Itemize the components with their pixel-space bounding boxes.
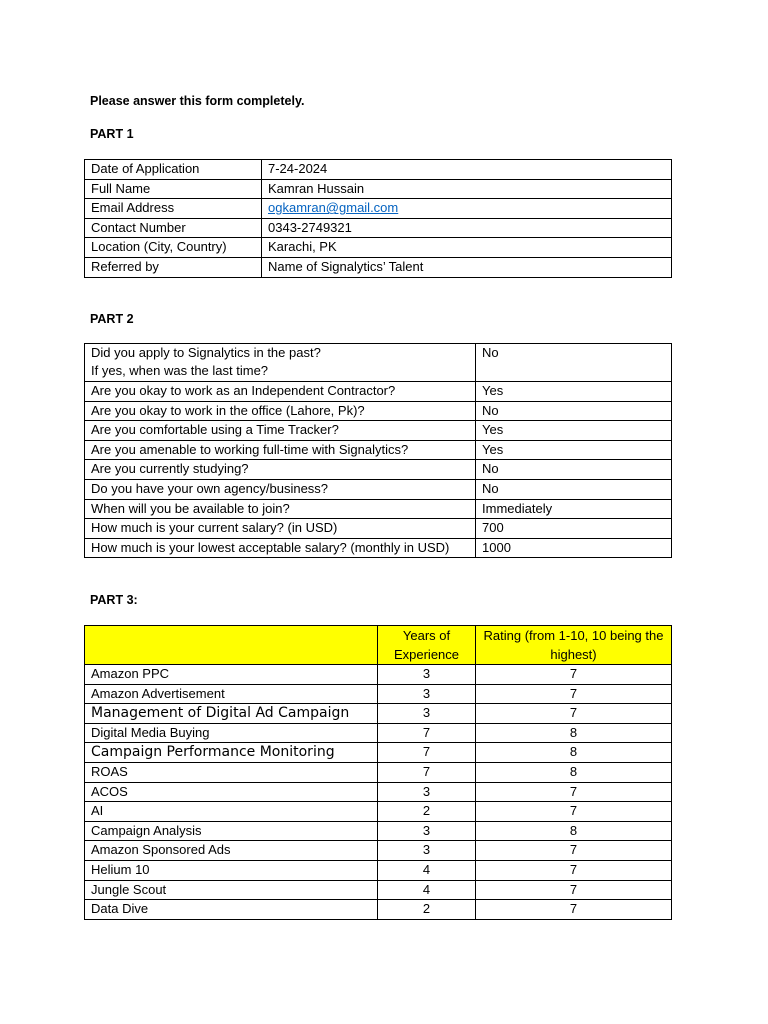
field-value: 0343-2749321 [262, 218, 672, 238]
answer-cell: Yes [476, 382, 672, 402]
skill-cell: Amazon PPC [85, 665, 378, 685]
rating-cell: 8 [476, 821, 672, 841]
answer-cell: 1000 [476, 538, 672, 558]
table-header-row [85, 626, 672, 665]
table-row [85, 802, 672, 822]
field-label: Contact Number [85, 218, 262, 238]
part1-table [84, 159, 672, 278]
skill-cell: Digital Media Buying [85, 723, 378, 743]
table-row [85, 460, 672, 480]
email-link[interactable]: ogkamran@gmail.com [268, 200, 399, 216]
field-value: Kamran Hussain [262, 179, 672, 199]
rating-cell: 8 [476, 723, 672, 743]
rating-header-cell: Rating (from 1-10, 10 being the highest) [476, 626, 672, 665]
table-row [85, 684, 672, 704]
question-cell: Are you comfortable using a Time Tracker? [85, 421, 476, 441]
skill-cell: AI [85, 802, 378, 822]
table-row [85, 479, 672, 499]
answer-cell: No [476, 479, 672, 499]
years-cell: 7 [378, 723, 476, 743]
years-cell: 7 [378, 743, 476, 763]
skill-cell: ACOS [85, 782, 378, 802]
question-line: If yes, when was the last time? [91, 363, 269, 378]
table-row [85, 821, 672, 841]
years-cell: 4 [378, 880, 476, 900]
skill-header-cell [85, 626, 378, 665]
table-row [85, 218, 672, 238]
rating-cell: 7 [476, 802, 672, 822]
years-cell: 3 [378, 665, 476, 685]
skill-cell: ROAS [85, 762, 378, 782]
rating-cell: 7 [476, 841, 672, 861]
table-row [85, 179, 672, 199]
table-row [85, 499, 672, 519]
question-cell: When will you be available to join? [85, 499, 476, 519]
part3-table [84, 625, 672, 920]
table-row [85, 199, 672, 219]
rating-cell: 8 [476, 743, 672, 763]
answer-cell: Immediately [476, 499, 672, 519]
table-row [85, 762, 672, 782]
answer-cell: Yes [476, 421, 672, 441]
answer-cell: No [476, 344, 672, 382]
field-value: Name of Signalytics’ Talent [262, 257, 672, 277]
table-row [85, 880, 672, 900]
table-row [85, 860, 672, 880]
question-cell [85, 344, 476, 382]
table-row [85, 257, 672, 277]
table-row [85, 238, 672, 258]
skill-cell: Campaign Performance Monitoring [85, 743, 378, 763]
years-cell: 3 [378, 782, 476, 802]
years-cell: 7 [378, 762, 476, 782]
question-cell: Are you okay to work as an Independent Contractor? [85, 382, 476, 402]
field-label: Referred by [85, 257, 262, 277]
form-instruction: Please answer this form completely. [90, 94, 305, 108]
skill-cell: Data Dive [85, 900, 378, 920]
table-row [85, 440, 672, 460]
table-row [85, 704, 672, 724]
years-cell: 3 [378, 841, 476, 861]
table-row [85, 344, 672, 382]
field-label: Date of Application [85, 160, 262, 180]
table-row [85, 401, 672, 421]
rating-cell: 7 [476, 860, 672, 880]
rating-cell: 7 [476, 704, 672, 724]
years-cell: 3 [378, 704, 476, 724]
table-row [85, 841, 672, 861]
table-row [85, 519, 672, 539]
field-value [262, 199, 672, 219]
question-line: Did you apply to Signalytics in the past? [91, 345, 321, 360]
part2-table [84, 343, 672, 558]
answer-cell: No [476, 460, 672, 480]
question-cell: Are you currently studying? [85, 460, 476, 480]
field-label: Email Address [85, 199, 262, 219]
table-row [85, 743, 672, 763]
question-cell: Are you amenable to working full-time with Signalytics? [85, 440, 476, 460]
table-row [85, 382, 672, 402]
table-row [85, 782, 672, 802]
question-cell: Are you okay to work in the office (Lahore, Pk)? [85, 401, 476, 421]
rating-cell: 7 [476, 880, 672, 900]
field-value: 7-24-2024 [262, 160, 672, 180]
years-cell: 3 [378, 684, 476, 704]
years-cell: 2 [378, 900, 476, 920]
answer-cell: No [476, 401, 672, 421]
rating-cell: 8 [476, 762, 672, 782]
skill-cell: Amazon Advertisement [85, 684, 378, 704]
answer-cell: Yes [476, 440, 672, 460]
skill-cell: Helium 10 [85, 860, 378, 880]
skill-cell: Amazon Sponsored Ads [85, 841, 378, 861]
question-cell: How much is your lowest acceptable salary? (monthly in USD) [85, 538, 476, 558]
years-cell: 4 [378, 860, 476, 880]
table-row [85, 160, 672, 180]
table-row [85, 538, 672, 558]
table-row [85, 723, 672, 743]
skill-cell: Management of Digital Ad Campaign [85, 704, 378, 724]
table-row [85, 900, 672, 920]
question-cell: Do you have your own agency/business? [85, 479, 476, 499]
years-cell: 2 [378, 802, 476, 822]
skill-cell: Campaign Analysis [85, 821, 378, 841]
part3-heading: PART 3: [90, 593, 138, 607]
rating-cell: 7 [476, 900, 672, 920]
skill-cell: Jungle Scout [85, 880, 378, 900]
field-label: Full Name [85, 179, 262, 199]
part2-heading: PART 2 [90, 312, 134, 326]
rating-cell: 7 [476, 782, 672, 802]
field-value: Karachi, PK [262, 238, 672, 258]
table-row [85, 665, 672, 685]
answer-cell: 700 [476, 519, 672, 539]
rating-cell: 7 [476, 684, 672, 704]
part1-heading: PART 1 [90, 127, 134, 141]
field-label: Location (City, Country) [85, 238, 262, 258]
rating-cell: 7 [476, 665, 672, 685]
question-cell: How much is your current salary? (in USD) [85, 519, 476, 539]
years-header-cell: Years of Experience [378, 626, 476, 665]
table-row [85, 421, 672, 441]
years-cell: 3 [378, 821, 476, 841]
